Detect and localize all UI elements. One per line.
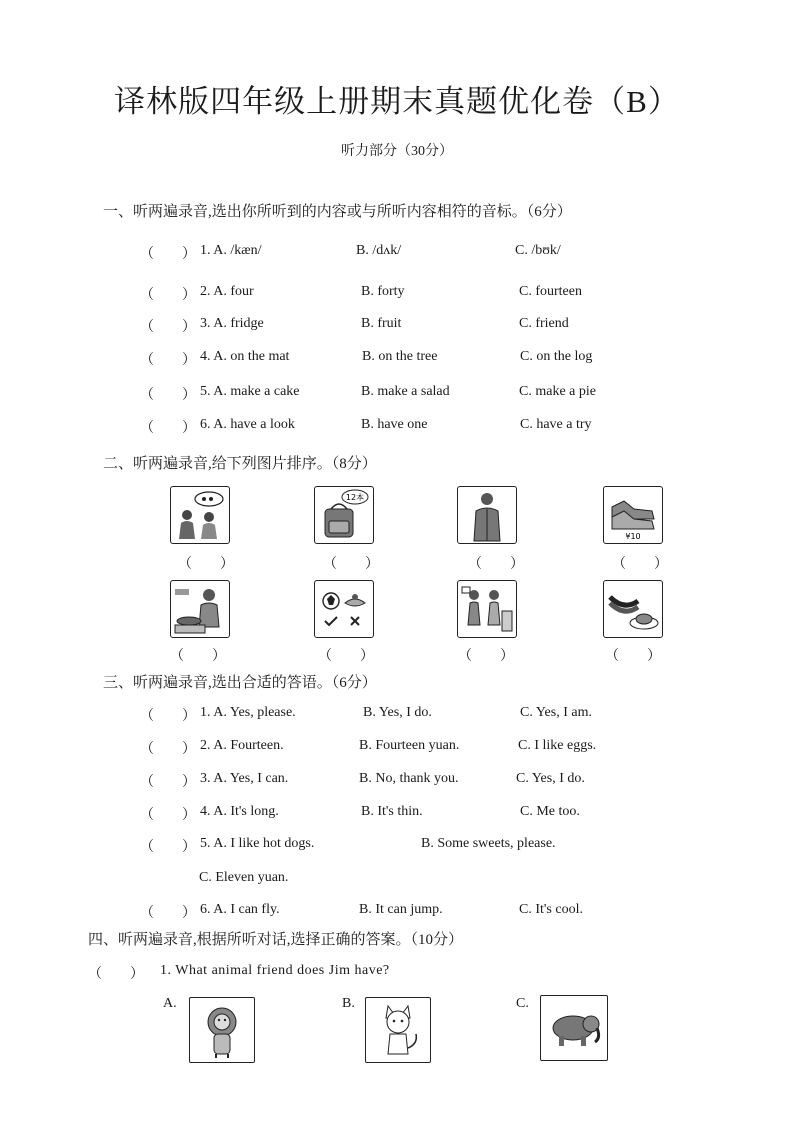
lion-icon <box>190 998 254 1062</box>
option-b: B. Some sweets, please. <box>421 836 556 851</box>
answer-paren[interactable]: （ ） <box>140 775 196 790</box>
picture-man-cooking <box>170 580 230 638</box>
option-c: C. Yes, I do. <box>516 771 585 786</box>
option-a-lion[interactable] <box>189 997 255 1063</box>
option-a: 6. A. I can fly. <box>200 902 280 917</box>
option-c: C. make a pie <box>519 384 596 399</box>
option-b: B. make a salad <box>361 384 450 399</box>
cat-icon <box>366 998 430 1062</box>
option-c: C. on the log <box>520 349 593 364</box>
picture-schoolbag <box>314 486 374 544</box>
answer-paren[interactable]: （ ） <box>140 320 196 335</box>
option-b: B. forty <box>361 284 405 299</box>
answer-paren[interactable]: （ ） <box>458 649 514 664</box>
option-c: C. have a try <box>520 417 592 432</box>
section2-heading: 二、听两遍录音,给下列图片排序。（8分） <box>103 456 377 472</box>
books-count-label: 12本 <box>345 493 365 502</box>
answer-paren[interactable]: （ ） <box>178 557 234 572</box>
talking-people-icon <box>171 487 229 543</box>
answer-paren[interactable]: （ ） <box>140 906 196 921</box>
option-c: C. I like eggs. <box>518 738 597 753</box>
question-text: 1. What animal friend does Jim have? <box>160 963 390 978</box>
option-a: 6. A. have a look <box>200 417 295 432</box>
option-c-label: C. <box>516 996 529 1011</box>
option-a: 3. A. Yes, I can. <box>200 771 289 786</box>
option-a: 5. A. make a cake <box>200 384 300 399</box>
option-b: B. Fourteen yuan. <box>359 738 460 753</box>
section3-heading: 三、听两遍录音,选出合适的答语。（6分） <box>103 675 377 691</box>
option-a: 1. A. Yes, please. <box>200 705 296 720</box>
answer-paren[interactable]: （ ） <box>140 840 196 855</box>
answer-paren[interactable]: （ ） <box>140 353 196 368</box>
option-c: C. /bʊk/ <box>515 243 561 258</box>
answer-paren[interactable]: （ ） <box>140 388 196 403</box>
section1-heading: 一、听两遍录音,选出你所听到的内容或与所听内容相符的音标。（6分） <box>103 204 572 220</box>
option-a: 2. A. Fourteen. <box>200 738 284 753</box>
option-a-label: A. <box>163 996 177 1011</box>
answer-paren[interactable]: （ ） <box>140 808 196 823</box>
option-b: B. /dʌk/ <box>356 243 402 258</box>
option-a: 1. A. /kæn/ <box>200 243 262 258</box>
children-cards-icon <box>458 581 516 637</box>
option-b: B. No, thank you. <box>359 771 459 786</box>
page-subtitle: 听力部分（30分） <box>341 144 453 159</box>
option-a: 2. A. four <box>200 284 254 299</box>
picture-children-cards <box>457 580 517 638</box>
option-b: B. on the tree <box>362 349 438 364</box>
option-c: C. Eleven yuan. <box>199 870 289 885</box>
answer-paren[interactable]: （ ） <box>318 649 374 664</box>
section4-heading: 四、听两遍录音,根据所听对话,选择正确的答案。（10分） <box>88 932 464 948</box>
answer-paren[interactable]: （ ） <box>605 649 661 664</box>
option-a: 3. A. fridge <box>200 316 264 331</box>
boy-jacket-icon <box>458 487 516 543</box>
answer-paren[interactable]: （ ） <box>140 421 196 436</box>
option-b: B. Yes, I do. <box>363 705 432 720</box>
cooking-icon <box>171 581 229 637</box>
elephant-icon <box>541 996 607 1060</box>
price-label: ¥10 <box>625 532 641 541</box>
answer-paren[interactable]: （ ） <box>170 649 226 664</box>
option-a: 4. A. It's long. <box>200 804 279 819</box>
football-swimming-icon <box>315 581 373 637</box>
answer-paren[interactable]: （ ） <box>612 557 668 572</box>
option-c: C. Yes, I am. <box>520 705 592 720</box>
option-b-cat[interactable] <box>365 997 431 1063</box>
answer-paren[interactable]: （ ） <box>140 288 196 303</box>
option-c: C. fourteen <box>519 284 582 299</box>
option-a: 4. A. on the mat <box>200 349 290 364</box>
picture-bananas-food <box>603 580 663 638</box>
option-a: 5. A. I like hot dogs. <box>200 836 315 851</box>
option-c: C. It's cool. <box>519 902 583 917</box>
answer-paren[interactable]: （ ） <box>323 557 379 572</box>
answer-paren[interactable]: （ ） <box>140 742 196 757</box>
picture-two-people-talking <box>170 486 230 544</box>
option-b: B. have one <box>361 417 428 432</box>
bananas-food-icon <box>604 581 662 637</box>
picture-boy-jacket <box>457 486 517 544</box>
option-c-elephant[interactable] <box>540 995 608 1061</box>
option-b: B. It's thin. <box>361 804 423 819</box>
option-b-label: B. <box>342 996 355 1011</box>
answer-paren[interactable]: （ ） <box>88 967 144 982</box>
sneakers-icon <box>604 487 662 543</box>
picture-football-swimming <box>314 580 374 638</box>
picture-sneakers <box>603 486 663 544</box>
answer-paren[interactable]: （ ） <box>140 709 196 724</box>
option-b: B. It can jump. <box>359 902 443 917</box>
schoolbag-icon <box>315 487 373 543</box>
answer-paren[interactable]: （ ） <box>468 557 524 572</box>
page-title: 译林版四年级上册期末真题优化卷（B） <box>114 84 680 119</box>
option-c: C. Me too. <box>520 804 580 819</box>
answer-paren[interactable]: （ ） <box>140 247 196 262</box>
option-b: B. fruit <box>361 316 402 331</box>
option-c: C. friend <box>519 316 569 331</box>
